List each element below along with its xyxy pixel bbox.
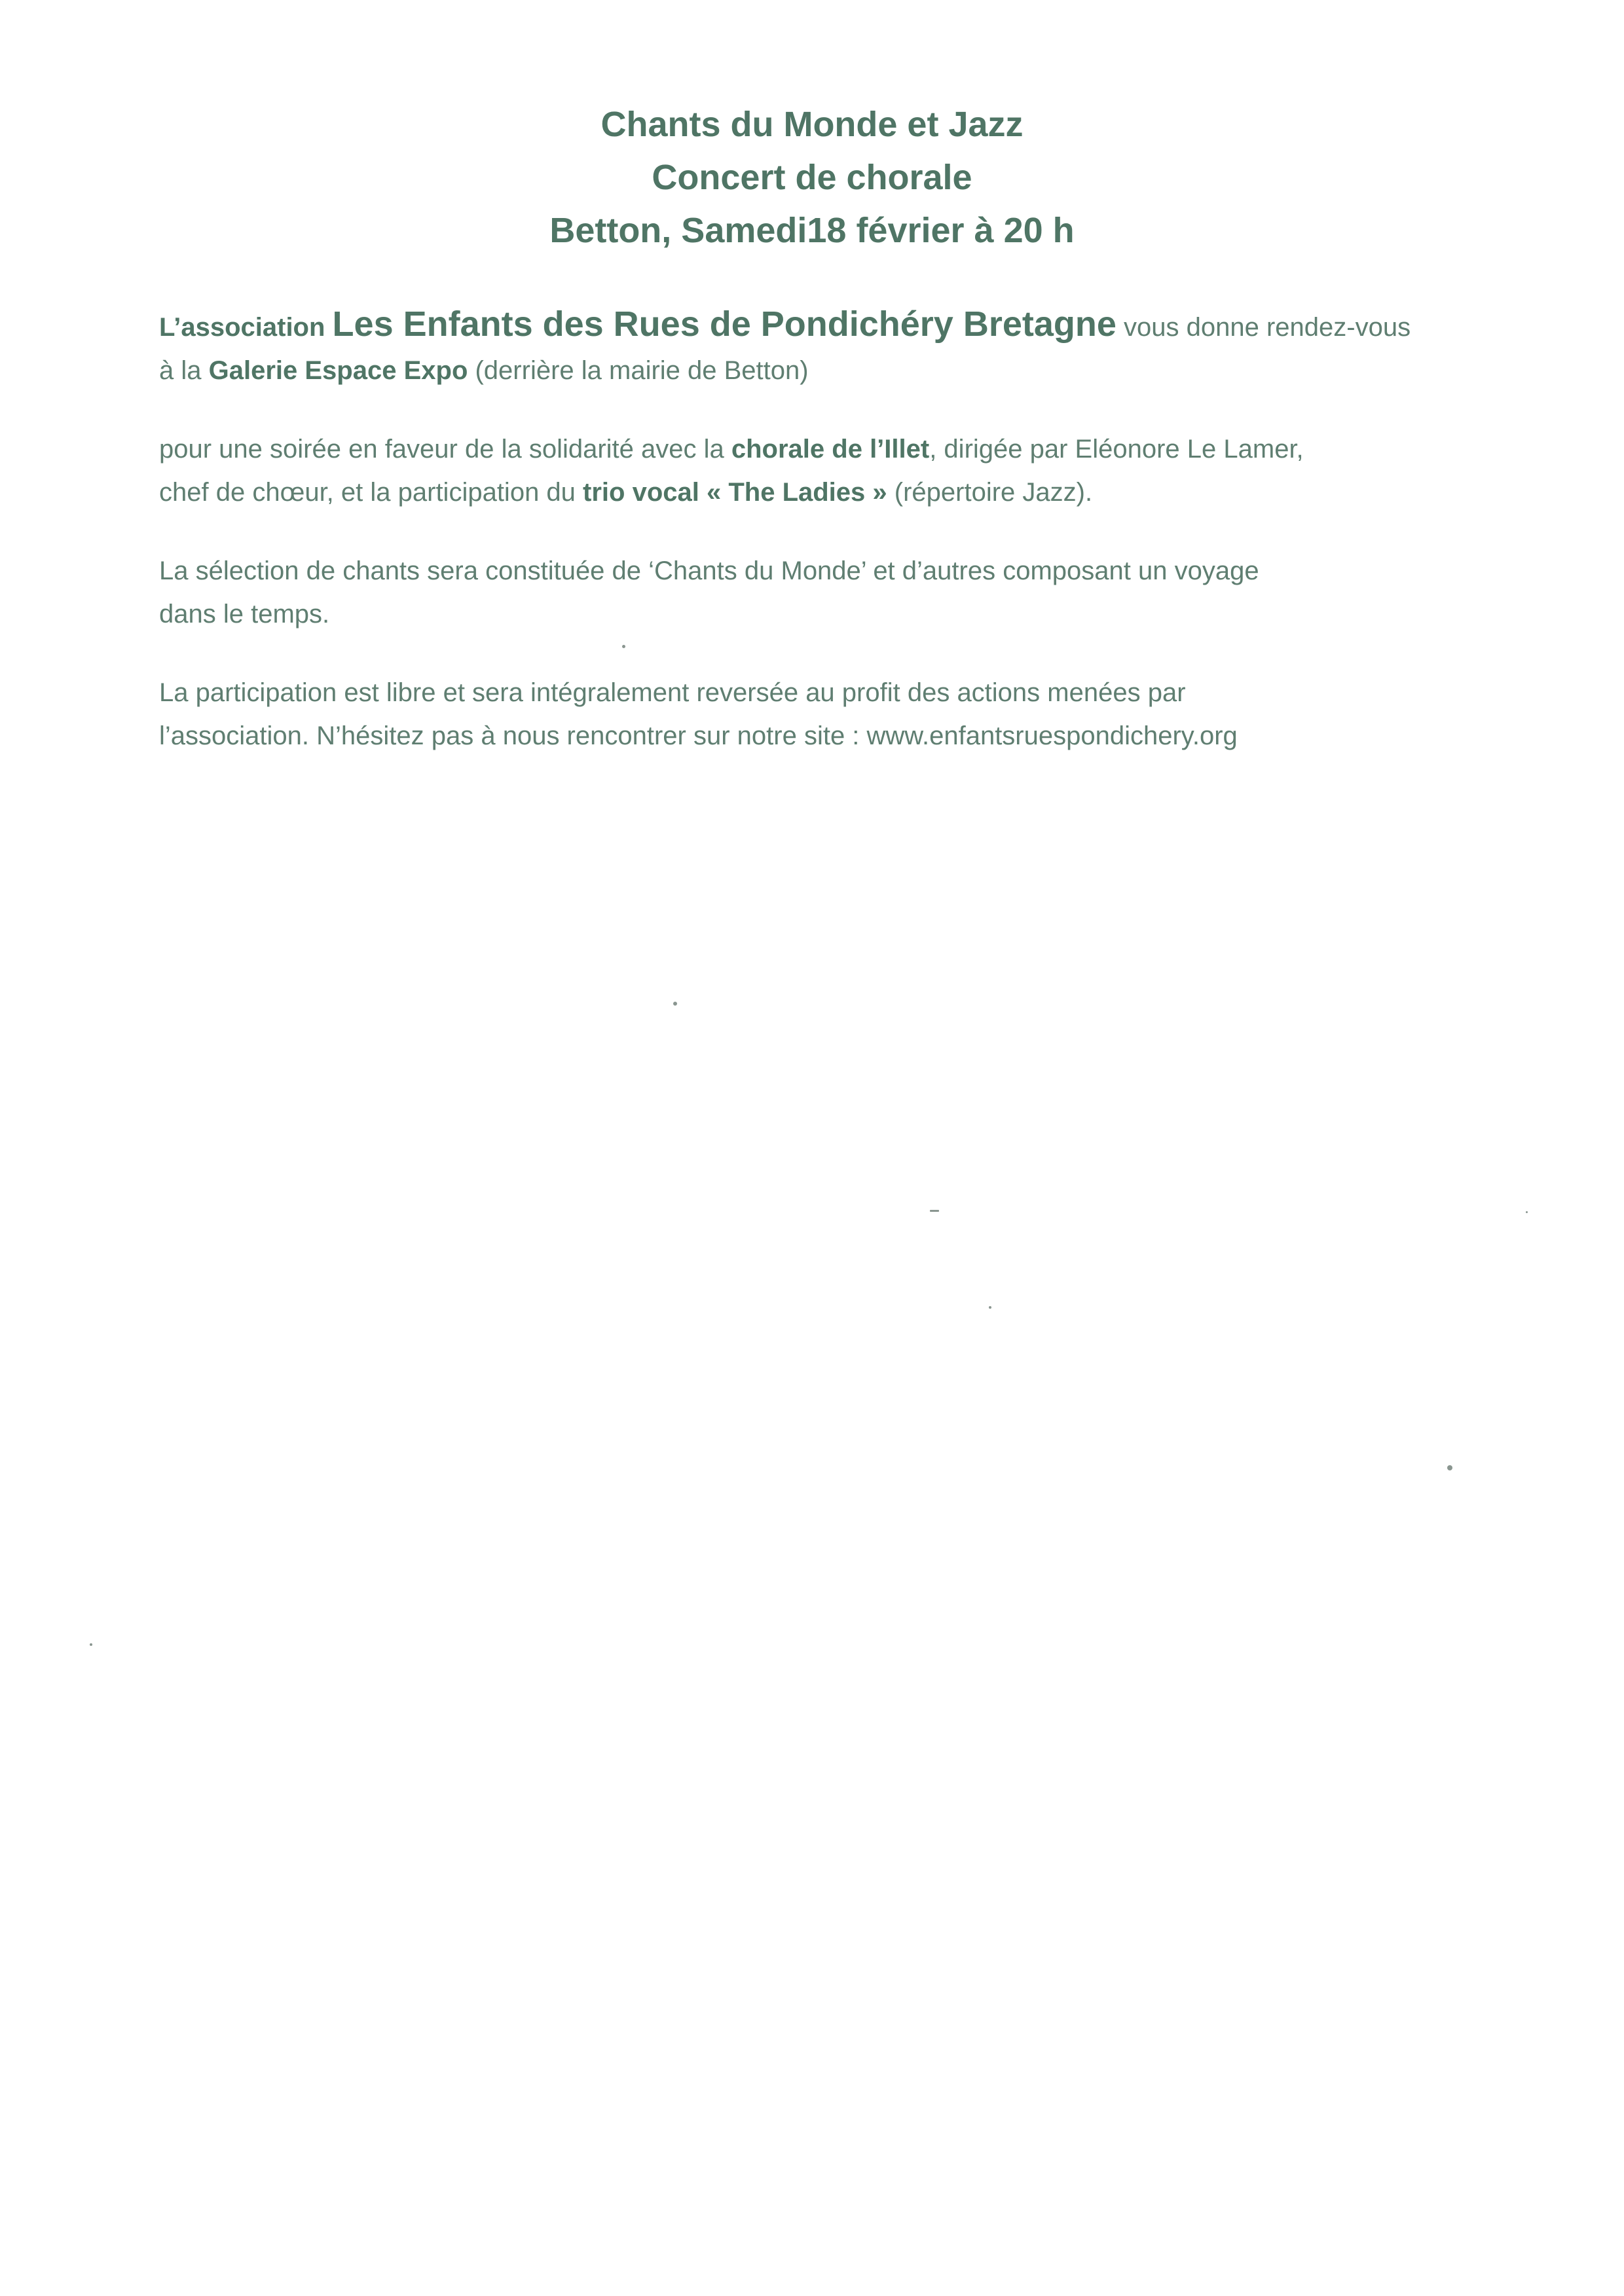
venue-name: Galerie Espace Expo [208, 356, 468, 385]
intro-paragraph [159, 302, 1502, 392]
participation-line-1: La participation est libre et sera intégralement reversée au profit des actions menées par [159, 678, 1186, 707]
intro-line-1 [159, 302, 1502, 349]
event-title [0, 98, 1624, 257]
title-line-3: Betton, Samedi18 février à 20 h [549, 211, 1075, 250]
participation-paragraph [159, 671, 1502, 757]
trio-name: trio vocal « The Ladies » [583, 478, 887, 507]
selection-paragraph [159, 549, 1502, 636]
selection-line-1: La sélection de chants sera constituée de ‘Chants du Monde’ et d’autres composant un voyage [159, 556, 1259, 585]
intro-line-2 [159, 349, 1502, 392]
intro-venue-prefix: à la [159, 356, 209, 385]
scan-speck [673, 1002, 677, 1006]
repertoire-note: (répertoire Jazz). [887, 478, 1093, 507]
title-line-1: Chants du Monde et Jazz [600, 105, 1024, 144]
scan-speck [989, 1306, 991, 1309]
body-text [159, 302, 1502, 793]
organization-name: Les Enfants des Rues de Pondichéry Bretagne [332, 304, 1116, 344]
solidarity-prefix: pour une soirée en faveur de la solidarité avec la [159, 435, 731, 464]
venue-note: (derrière la mairie de Betton) [468, 356, 809, 385]
title-line-2: Concert de chorale [652, 158, 972, 197]
scan-speck [1526, 1211, 1528, 1213]
scan-speck [622, 645, 625, 648]
solidarity-line-2 [159, 471, 1502, 514]
participation-line-2: l’association. N’hésitez pas à nous rencontrer sur notre site : www.enfantsruespondichery.org [159, 721, 1238, 750]
scan-speck [90, 1643, 92, 1646]
intro-lead: L’association [159, 313, 325, 342]
scan-speck [1447, 1465, 1452, 1470]
solidarity-line-1 [159, 428, 1502, 471]
intro-after-org: vous donne rendez-vous [1116, 313, 1411, 342]
scan-speck [930, 1210, 939, 1212]
participation-prefix: chef de chœur, et la participation du [159, 478, 583, 507]
selection-line-2: dans le temps. [159, 600, 330, 629]
solidarity-paragraph [159, 428, 1502, 514]
solidarity-director: , dirigée par Eléonore Le Lamer, [929, 435, 1304, 464]
choir-name: chorale de l’Illet [731, 435, 930, 464]
